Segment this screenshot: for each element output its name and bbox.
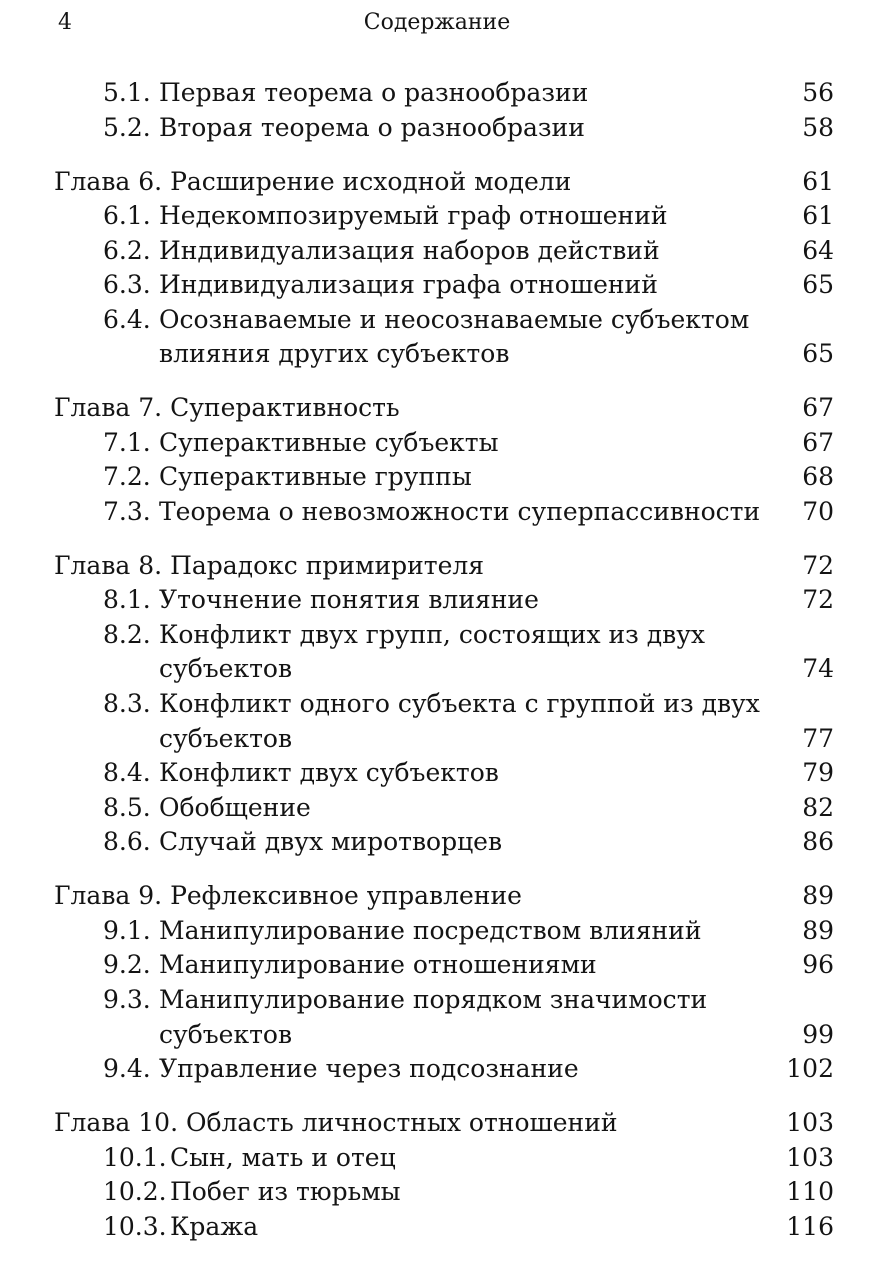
- toc-page-number: 68: [802, 462, 834, 491]
- toc-section-number: 7.3.: [103, 497, 151, 526]
- toc-section-title: Недекомпозируемый граф отношений: [159, 201, 668, 230]
- toc-section-title: Кража: [170, 1212, 259, 1241]
- toc-section-title-continued: субъектов: [159, 654, 293, 683]
- toc-section-title: Суперактивные группы: [159, 462, 472, 491]
- toc-section-title: Манипулирование отношениями: [159, 950, 597, 979]
- toc-section-number: 9.1.: [103, 916, 151, 945]
- toc-section-title: Суперактивные субъекты: [159, 428, 499, 457]
- toc-section-number: 6.1.: [103, 201, 151, 230]
- toc-section-title: Конфликт одного субъекта с группой из двух: [159, 689, 760, 718]
- toc-section-number: 9.2.: [103, 950, 151, 979]
- toc-section-title: Осознаваемые и неосознаваемые субъектом: [159, 305, 750, 334]
- toc-page-number: 89: [802, 916, 834, 945]
- toc-page-number: 72: [802, 585, 834, 614]
- toc-section-title: Побег из тюрьмы: [170, 1177, 401, 1206]
- toc-page-number: 99: [802, 1020, 834, 1049]
- toc-page-number: 67: [802, 393, 834, 422]
- toc-page-number: 103: [786, 1108, 834, 1137]
- toc-section-title: Случай двух миротворцев: [159, 827, 503, 856]
- toc-chapter-title: Глава 6. Расширение исходной модели: [54, 167, 572, 196]
- toc-page-number: 77: [802, 724, 834, 753]
- toc-page-number: 103: [786, 1143, 834, 1172]
- toc-chapter-title: Глава 9. Рефлексивное управление: [54, 881, 522, 910]
- toc-section-number: 7.2.: [103, 462, 151, 491]
- toc-section-number: 10.3.: [103, 1212, 167, 1241]
- toc-page-number: 86: [802, 827, 834, 856]
- toc-section-title-continued: влияния других субъектов: [159, 339, 510, 368]
- toc-section-number: 10.2.: [103, 1177, 167, 1206]
- toc-section-title: Первая теорема о разнообразии: [159, 78, 589, 107]
- toc-section-title: Сын, мать и отец: [170, 1143, 396, 1172]
- toc-section-number: 8.1.: [103, 585, 151, 614]
- toc-section-title: Управление через подсознание: [159, 1054, 579, 1083]
- toc-page-number: 74: [802, 654, 834, 683]
- running-title: Содержание: [363, 10, 511, 35]
- toc-chapter-title: Глава 8. Парадокс примирителя: [54, 551, 485, 580]
- toc-section-number: 8.4.: [103, 758, 151, 787]
- toc-section-title: Манипулирование порядком значимости: [159, 985, 708, 1014]
- toc-section-number: 6.4.: [103, 305, 151, 334]
- toc-section-title: Вторая теорема о разнообразии: [159, 113, 585, 142]
- toc-section-number: 8.3.: [103, 689, 151, 718]
- toc-section-title: Индивидуализация наборов действий: [159, 236, 660, 265]
- toc-section-number: 8.6.: [103, 827, 151, 856]
- toc-page-number: 58: [802, 113, 834, 142]
- toc-page-number: 61: [802, 167, 834, 196]
- toc-section-number: 6.3.: [103, 270, 151, 299]
- toc-page-number: 67: [802, 428, 834, 457]
- toc-section-number: 9.3.: [103, 985, 151, 1014]
- toc-section-number: 7.1.: [103, 428, 151, 457]
- toc-page-number: 102: [786, 1054, 834, 1083]
- toc-section-number: 9.4.: [103, 1054, 151, 1083]
- toc-section-number: 5.2.: [103, 113, 151, 142]
- toc-section-title: Обобщение: [159, 793, 311, 822]
- toc-section-number: 10.1.: [103, 1143, 167, 1172]
- toc-section-title: Манипулирование посредством влияний: [159, 916, 702, 945]
- toc-section-title-continued: субъектов: [159, 1020, 293, 1049]
- toc-page-number: 56: [802, 78, 834, 107]
- toc-chapter-title: Глава 7. Суперактивность: [54, 393, 400, 422]
- toc-page-number: 64: [802, 236, 834, 265]
- toc-section-title: Уточнение понятия влияние: [159, 585, 539, 614]
- toc-section-title-continued: субъектов: [159, 724, 293, 753]
- toc-page-number: 79: [802, 758, 834, 787]
- toc-page-number: 96: [802, 950, 834, 979]
- toc-page-number: 65: [802, 270, 834, 299]
- toc-page-number: 70: [802, 497, 834, 526]
- toc-section-number: 8.5.: [103, 793, 151, 822]
- toc-page-number: 89: [802, 881, 834, 910]
- toc-page-number: 72: [802, 551, 834, 580]
- toc-page-number: 110: [786, 1177, 834, 1206]
- toc-section-title: Теорема о невозможности суперпассивности: [159, 497, 761, 526]
- toc-section-number: 6.2.: [103, 236, 151, 265]
- toc-page-number: 116: [786, 1212, 834, 1241]
- toc-section-title: Индивидуализация графа отношений: [159, 270, 658, 299]
- toc-page-number: 61: [802, 201, 834, 230]
- toc-chapter-title: Глава 10. Область личностных отношений: [54, 1108, 618, 1137]
- toc-section-title: Конфликт двух субъектов: [159, 758, 499, 787]
- toc-page-number: 65: [802, 339, 834, 368]
- toc-section-title: Конфликт двух групп, состоящих из двух: [159, 620, 706, 649]
- page-number: 4: [58, 10, 72, 35]
- toc-section-number: 8.2.: [103, 620, 151, 649]
- toc-section-number: 5.1.: [103, 78, 151, 107]
- toc-page-number: 82: [802, 793, 834, 822]
